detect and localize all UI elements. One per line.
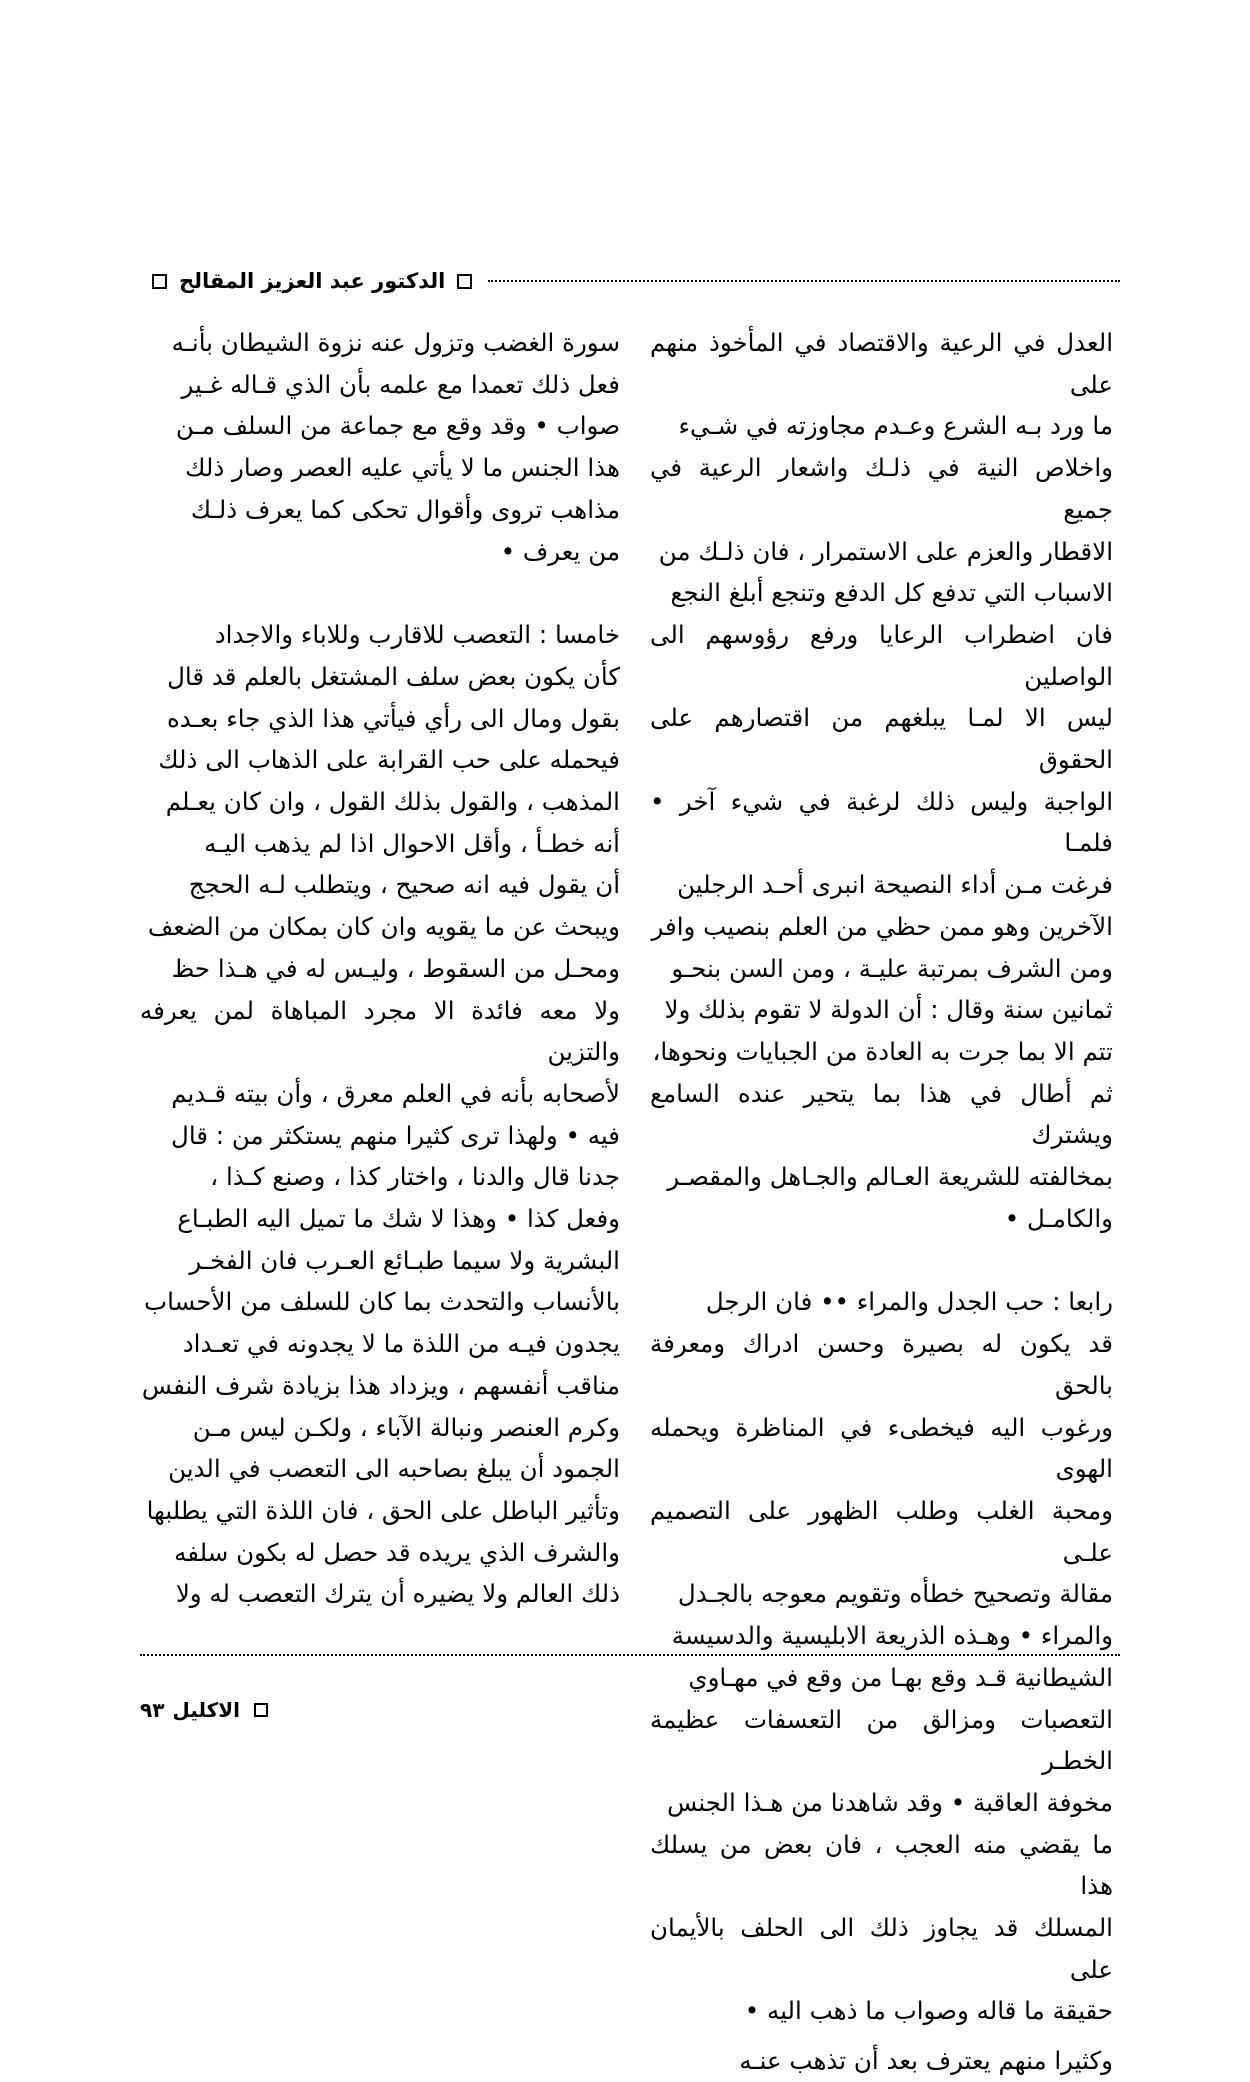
- header-square-left-icon: [457, 274, 472, 289]
- left-col-line: كأن يكون بعض سلف المشتغل بالعلم قد قال: [167, 661, 620, 691]
- left-col-line: أن يقول فيه انه صحيح ، ويتطلب لـه الحجج: [188, 870, 620, 900]
- right-col-line: ورغوب اليه فيخطىء في المناظرة ويحمله الهوى: [650, 1412, 1113, 1484]
- left-col-line: فيه • ولهذا ترى كثيرا منهم يستكثر من : قال: [171, 1120, 620, 1150]
- right-col-line: ثم أطال في هذا بما يتحير عنده السامع ويشترك: [650, 1078, 1113, 1150]
- magazine-name: الاكليل: [172, 1698, 240, 1722]
- right-col-line: وكثيرا منهم يعترف بعد أن تذهب عنـه: [739, 2046, 1113, 2076]
- right-col-line: والمراء • وهـذه الذريعة الابليسية والدسيسة: [671, 1621, 1113, 1651]
- right-col-line: فان اضطراب الرعايا ورفع رؤوسهم الى الواصلين: [650, 619, 1113, 691]
- left-col-line: ومحـل من السقوط ، وليـس له في هـذا حظ: [171, 953, 620, 983]
- right-col-line: واخلاص النية في ذلـك واشعار الرعية في جميع: [650, 453, 1113, 524]
- right-col-line: الواجبة وليس ذلك لرغبة في شيء آخر • فلمـا: [650, 786, 1113, 858]
- left-col-line: من يعرف •: [500, 536, 620, 566]
- right-col-line: الشيطانية قـد وقع بهـا من وقع في مهـاوي: [688, 1662, 1113, 1692]
- left-col-line: بالأنساب والتحدث بما كان للسلف من الأحساب: [144, 1287, 620, 1317]
- right-col-line: المسلك قد يجاوز ذلك الى الحلف بالأيمان على: [650, 1913, 1113, 1984]
- left-col-line: الجمود أن يبلغ بصاحبه الى التعصب في الدين: [168, 1454, 620, 1484]
- right-col-line: الآخرين وهو ممن حظي من العلم بنصيب وافر: [651, 911, 1113, 941]
- left-col-line: مناقب أنفسهم ، ويزداد هذا بزيادة شرف النفس: [141, 1370, 620, 1400]
- right-col-line: ما يقضي منه العجب ، فان بعض من يسلك هذا: [650, 1829, 1113, 1901]
- right-col-line: ليس الا لمـا يبلغهم من اقتصارهم على الحقوق: [650, 703, 1113, 775]
- right-col-line: مخوفة العاقبة • وقد شاهدنا من هـذا الجنس: [667, 1787, 1113, 1817]
- left-col-line: وفعل كذا • وهذا لا شك ما تميل اليه الطبـاع: [177, 1204, 620, 1234]
- right-col-line: بمخالفته للشريعة العـالم والجـاهل والمقصـر: [667, 1162, 1113, 1192]
- left-col-line: هذا الجنس ما لا يأتي عليه العصر وصار ذلك: [185, 453, 620, 483]
- right-col-line: التعصبات ومزالق من التعسفات عظيمة الخطـر: [650, 1704, 1113, 1776]
- right-col-line: ما ورد بـه الشرع وعـدم مجاوزته في شـيء: [678, 411, 1113, 441]
- left-col-line: أنه خطـأ ، وأقل الاحوال اذا لم يذهب اليـه: [204, 828, 620, 858]
- header-square-right-icon: [152, 274, 167, 289]
- left-col-line: سورة الغضب وتزول عنه نزوة الشيطان بأنـه: [171, 328, 620, 357]
- right-col-line: ومحبة الغلب وطلب الظهور على التصميم علـى: [650, 1495, 1113, 1567]
- left-col-line: ذلك العالم ولا يضيره أن يترك التعصب له ولا: [175, 1579, 620, 1609]
- running-header: [140, 266, 1120, 296]
- header-author: الدكتور عبد العزيز المقالح: [179, 269, 446, 293]
- paragraph-gap: [650, 2032, 1113, 2040]
- right-col-line: قد يكون له بصيرة وحسن ادراك ومعرفة بالحق: [650, 1329, 1113, 1400]
- footer-dotted-rule: [140, 1654, 1120, 1656]
- right-col-line: الاقطار والعزم على الاستمرار ، فان ذلـك من: [658, 536, 1113, 566]
- page-footer: [140, 1698, 268, 1722]
- right-col-line: العدل في الرعية والاقتصاد في المأخوذ منهم على: [650, 328, 1113, 399]
- left-col-line: يجدون فيـه من اللذة ما لا يجدونه في تعـداد: [182, 1329, 620, 1359]
- left-col-line: فيحمله على حب القرابة على الذهاب الى ذلك: [158, 745, 620, 775]
- paragraph-gap: [140, 572, 620, 614]
- left-col-line: بقول ومال الى رأي فيأتي هذا الذي جاء بعـده: [166, 703, 620, 733]
- left-col-line: والشرف الذي يريده قد حصل له بكون سلفه: [174, 1537, 620, 1567]
- page-number: ٩٣: [140, 1698, 165, 1722]
- right-col-line: والكامـل •: [1004, 1203, 1113, 1233]
- left-col-line: ولا معه فائدة الا مجرد المباهاة لمن يعرفه والتزين: [140, 995, 620, 1067]
- right-col-line: الاسباب التي تدفع كل الدفع وتنجع أبلغ النجع: [670, 578, 1113, 608]
- left-col-line: لأصحابه بأنه في العلم معرق ، وأن بيته قـديم: [171, 1078, 620, 1108]
- right-col-line: رابعا : حب الجدل والمراء •• فان الرجل: [705, 1287, 1113, 1317]
- left-col-line: ويبحث عن ما يقويه وان كان بمكان من الضعف: [147, 912, 620, 942]
- right-col-line: ومن الشرف بمرتبة عليـة ، ومن السن بنحـو: [671, 953, 1113, 983]
- left-col-line: فعل ذلك تعمدا مع علمه بأن الذي قـاله غـير: [181, 369, 620, 399]
- right-col-line: مقالة وتصحيح خطأه وتقويم معوجه بالجـدل: [677, 1579, 1113, 1609]
- left-col-line: البشرية ولا سيما طبـائع العـرب فان الفخـر: [189, 1245, 620, 1275]
- left-col-line: خامسا : التعصب للاقارب وللاباء والاجداد: [214, 620, 620, 650]
- left-col-line: وتأثير الباطل على الحق ، فان اللذة التي يطلبها: [146, 1495, 620, 1525]
- header-dotted-rule: [488, 280, 1120, 282]
- right-col-line: فرغت مـن أداء النصيحة انبرى أحـد الرجلين: [677, 870, 1113, 900]
- right-col-line: ثمانين سنة وقال : أن الدولة لا تقوم بذلك ولا: [664, 995, 1113, 1025]
- right-col-line: حقيقة ما قاله وصواب ما ذهب اليه •: [744, 1996, 1113, 2026]
- left-col-line: جدنا قال والدنا ، واختار كذا ، وصنع كـذا ،: [210, 1162, 620, 1192]
- left-col-line: مذاهب تروى وأقوال تحكى كما يعرف ذلـك: [190, 494, 620, 524]
- right-col-line: تتم الا بما جرت به العادة من الجبايات ونحوها،: [652, 1036, 1113, 1066]
- left-col-line: صواب • وقد وقع مع جماعة من السلف مـن: [175, 411, 620, 441]
- left-col-line: المذهب ، والقول بذلك القول ، وان كان يعـلم: [165, 787, 620, 817]
- paragraph-gap: [650, 1239, 1113, 1281]
- left-column: [140, 322, 620, 1615]
- left-col-line: وكرم العنصر ونبالة الآباء ، ولكـن ليس مـن: [192, 1412, 620, 1442]
- right-column: [650, 322, 1113, 2082]
- footer-square-icon: [254, 1703, 268, 1717]
